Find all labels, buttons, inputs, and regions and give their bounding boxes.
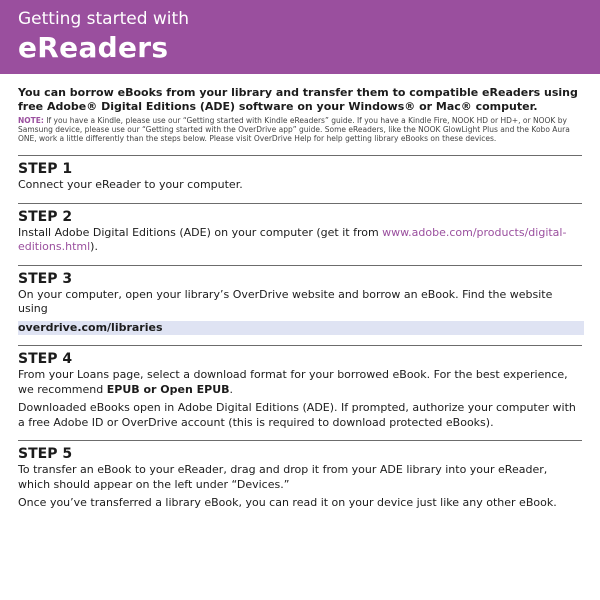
step-2-title: STEP 2 xyxy=(18,208,73,225)
step-4-format-emphasis: EPUB or Open EPUB xyxy=(106,382,230,396)
step-4-text-2: Downloaded eBooks open in Adobe Digital Editions (ADE). If prompted, authorize your computer with a free Adobe ID or OverDrive account (this is required to download protected eBooks). xyxy=(18,401,576,429)
step-4-title: STEP 4 xyxy=(18,351,73,367)
note-text: If you have a Kindle, please use our “Getting started with Kindle eReaders” guide. If you have a Kindle Fire, NOOK HD or HD+, or NOOK by Samsung device, please use our “Getting started with the OverDrive app” guide. Some eReaders, like the NOOK GlowLight Plus and the Kobo Aura ONE, work a little differently than the steps below. Please visit OverDrive Help for help getting library eBooks on these devices. xyxy=(18,116,570,143)
step-3-text: On your computer, open your library’s OverDrive website and borrow an eBook. Find the website using xyxy=(18,287,553,315)
step-1-title: STEP 1 xyxy=(18,161,73,177)
header-title: eReaders xyxy=(18,31,169,64)
main-content xyxy=(0,74,600,511)
step-3-title: STEP 3 xyxy=(18,270,73,287)
header-banner xyxy=(0,0,600,74)
step-3 xyxy=(18,265,582,336)
step-2-text-before: Install Adobe Digital Editions (ADE) on your computer (get it from xyxy=(18,225,383,239)
step-5-text-1: To transfer an eBook to your eReader, drag and drop it from your ADE library into your eReader, which should appear on the left under “Devices.” xyxy=(18,463,548,491)
step-5-title: STEP 5 xyxy=(18,446,73,462)
note-label: NOTE: xyxy=(18,116,44,125)
step-5-text-2: Once you’ve transferred a library eBook, you can read it on your device just like any other eBook. xyxy=(18,496,557,509)
adobe-link[interactable]: www.adobe.com/products/digital-editions.html xyxy=(18,225,567,253)
step-4-text-1-before: From your Loans page, select a download format for your borrowed eBook. For the best experience, we recommend xyxy=(18,368,568,396)
step-2-text-after: ). xyxy=(90,240,98,253)
step-1 xyxy=(18,155,582,193)
intro-paragraph: You can borrow eBooks from your library and transfer them to compatible eReaders using free Adobe® Digital Editions (ADE) software on your Windows® or Mac® computer. xyxy=(18,86,578,113)
step-1-text: Connect your eReader to your computer. xyxy=(18,178,243,191)
step-4-text-1 xyxy=(18,368,582,397)
step-2 xyxy=(18,203,582,255)
header-subtitle: Getting started with xyxy=(18,9,189,29)
step-4-text-1-after: . xyxy=(229,382,234,396)
step-4 xyxy=(18,345,582,430)
step-5 xyxy=(18,440,582,511)
step-2-text xyxy=(18,226,582,255)
overdrive-libraries-link[interactable]: overdrive.com/libraries xyxy=(18,321,584,336)
note-paragraph xyxy=(18,116,582,143)
